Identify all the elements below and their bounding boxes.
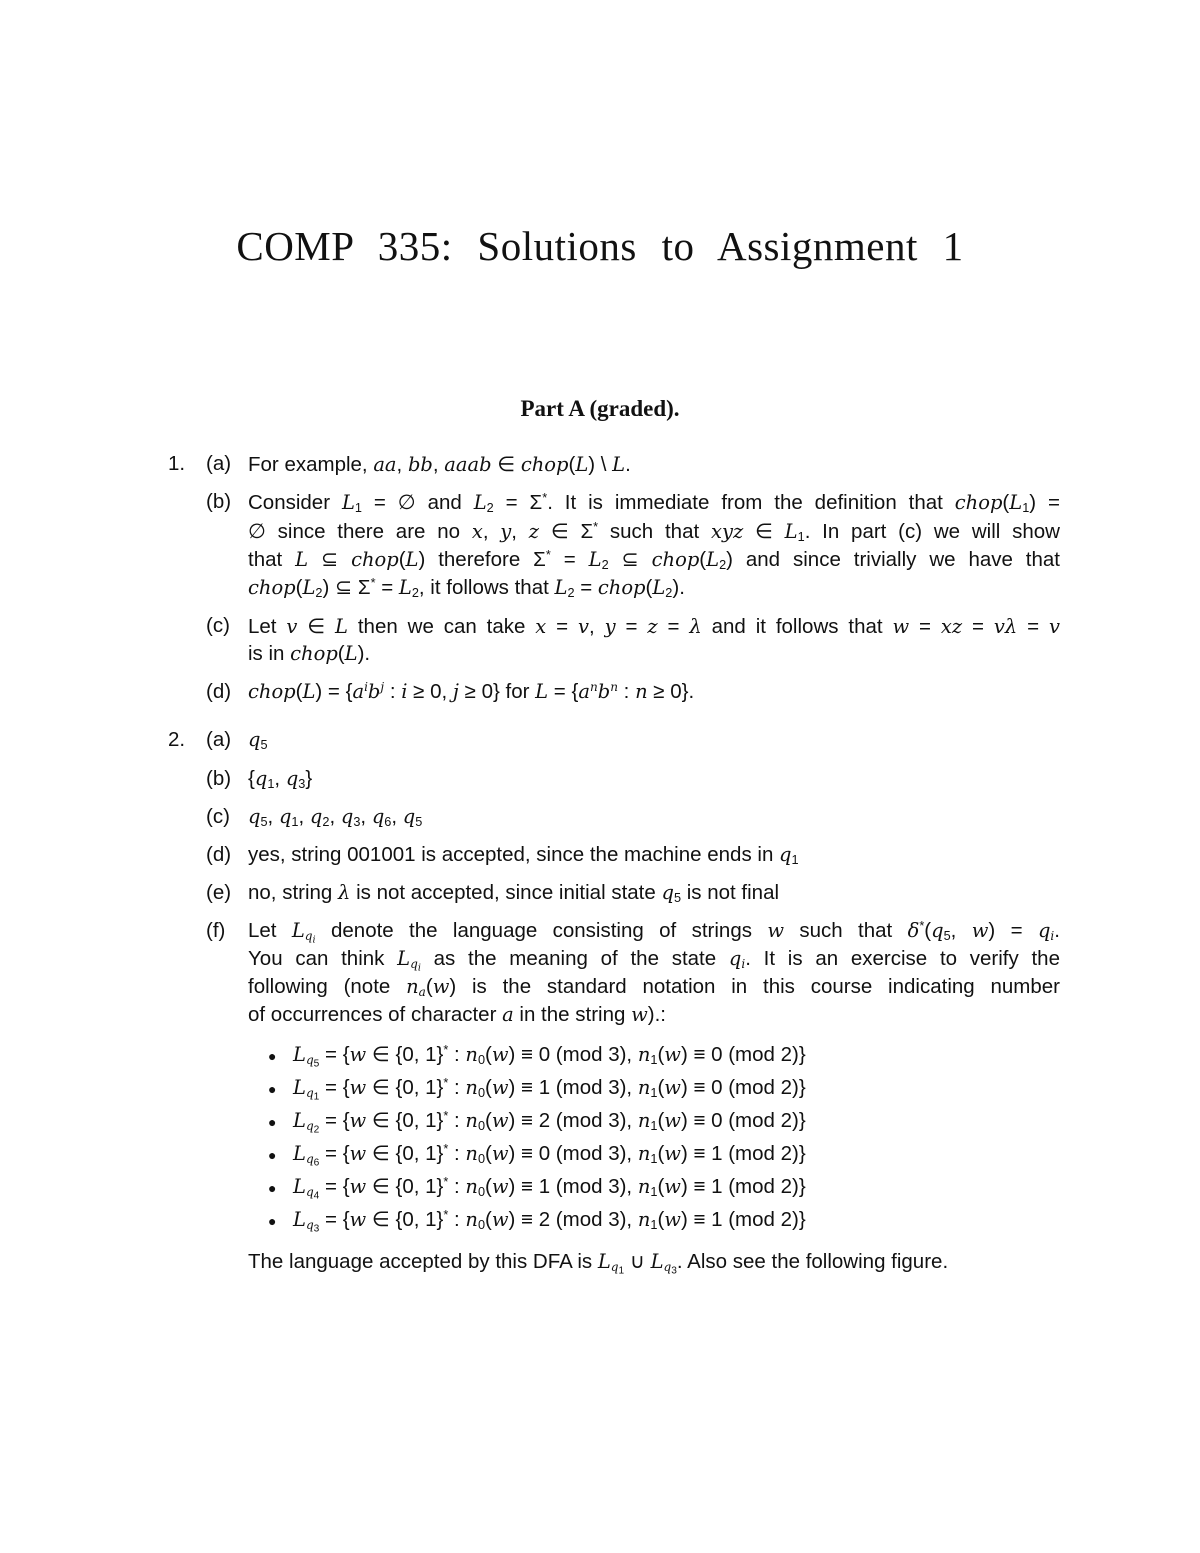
q2f-line-1: Let $L_{q_i}$ denote the language consisting of strings w such that $\delta^*(q_5$, $w) = q_i$. [248, 918, 1060, 946]
item-label: (f) [206, 919, 226, 942]
item-label: (d) [206, 843, 232, 866]
item-label: (c) [206, 805, 230, 828]
bullet: ● [268, 1180, 277, 1196]
item-label: (d) [206, 680, 232, 703]
language-def-q3: $L_{q_3} = \{w$ ∈ {0, 1}* : $n_0(w) \equiv 2$ (mod 3), $n_1(w) \equiv 1$ (mod 2)} [293, 1207, 806, 1235]
q2e-text-2: is not accepted, since initial state [356, 881, 656, 904]
q2f-line-4: of occurrences of character a in the string w).: [248, 1003, 666, 1026]
q1a-answer: For example, aa, bb, aaab ∈ chop(L) \ L. [248, 453, 631, 476]
bullet: ● [268, 1147, 277, 1163]
q2e-text-3: is not final [686, 881, 780, 904]
q1c-line-1: Let v ∈ L then we can take x = v, y = z = λ and it follows that w = xz = vλ = v [248, 615, 1060, 638]
q2b-answer: {$q_1$, $q_3$} [248, 767, 313, 792]
q1b-line-1: Consider $L_1$ = ∅ and $L_2 = \Sigma^*$. It is immediate from the definition that $chop(L_1)$ = [248, 490, 1060, 516]
item-label: (c) [206, 614, 230, 637]
item-label: (b) [206, 490, 232, 513]
item-label: (a) [206, 452, 232, 475]
q1b-line-2: ∅ since there are no x, y, z ∈ Σ* such that xyz ∈ $L_1$. In part (c) we will show [248, 519, 1060, 545]
question-number: 2. [168, 728, 186, 751]
accepted-language-statement: The language accepted by this DFA is $L_{q_1}$ ∪ $L_{q_3}$. Also see the following figure. [248, 1250, 949, 1277]
page-title: COMP 335: Solutions to Assignment 1 [236, 223, 964, 269]
item-label: (a) [206, 728, 232, 751]
q2d-answer: yes, string 001001 is accepted, since the machine ends in $q_1$ [248, 843, 799, 868]
language-def-q5: $L_{q_5} = \{w$ ∈ {0, 1}* : $n_0(w) \equiv 0$ (mod 3), $n_1(w) \equiv 0$ (mod 2)} [293, 1042, 806, 1070]
q2d-text: yes, string 001001 is accepted, since the machine ends in [248, 843, 774, 866]
q1b-line-4: $chop(L_2)$ ⊆ $\Sigma^* = L_2$, it follows that $L_2$ = $chop(L_2)$. [248, 575, 685, 601]
language-def-q1: $L_{q_1} = \{w$ ∈ {0, 1}* : $n_0(w) \equiv 1$ (mod 3), $n_1(w) \equiv 0$ (mod 2)} [293, 1075, 806, 1103]
bullet: ● [268, 1213, 277, 1229]
q1c-line-2: is in chop(L). [248, 642, 371, 665]
q2e-answer: no, string λ is not accepted, since initial state $q_5$ is not final [248, 881, 780, 906]
q1b-line-3: that L ⊆ chop(L) therefore $\Sigma^* = L_2$ ⊆ $chop(L_2)$ and since trivially we have that [248, 547, 1061, 573]
bullet: ● [268, 1081, 277, 1097]
language-def-q6: $L_{q_6} = \{w$ ∈ {0, 1}* : $n_0(w) \equiv 0$ (mod 3), $n_1(w) \equiv 1$ (mod 2)} [293, 1141, 806, 1169]
q2e-text-1: no, string [248, 881, 333, 904]
item-label: (e) [206, 881, 232, 904]
language-def-q4: $L_{q_4} = \{w$ ∈ {0, 1}* : $n_0(w) \equiv 1$ (mod 3), $n_1(w) \equiv 1$ (mod 2)} [293, 1174, 806, 1202]
q1d-answer: chop(L) = {$a^ib^j$ : i ≥ 0, j ≥ 0} for $L = \{a^nb^n$ : n ≥ 0}. [248, 680, 695, 703]
part-heading: Part A (graded). [520, 396, 680, 421]
question-number: 1. [168, 452, 186, 475]
q2a-answer: $q_5$ [248, 728, 268, 753]
q2c-answer: $q_5$, $q_1$, $q_2$, $q_3$, $q_6$, $q_5$ [248, 805, 423, 830]
bullet: ● [268, 1114, 277, 1130]
language-def-q2: $L_{q_2} = \{w$ ∈ {0, 1}* : $n_0(w) \equiv 2$ (mod 3), $n_1(w) \equiv 0$ (mod 2)} [293, 1108, 806, 1136]
bullet: ● [268, 1048, 277, 1064]
q2f-line-2: You can think $L_{q_i}$ as the meaning of the state $q_i$. It is an exercise to verify the [248, 947, 1060, 974]
q2f-line-3: following (note $n_a(w)$ is the standard notation in this course indicating number [248, 975, 1060, 1000]
item-label: (b) [206, 767, 232, 790]
